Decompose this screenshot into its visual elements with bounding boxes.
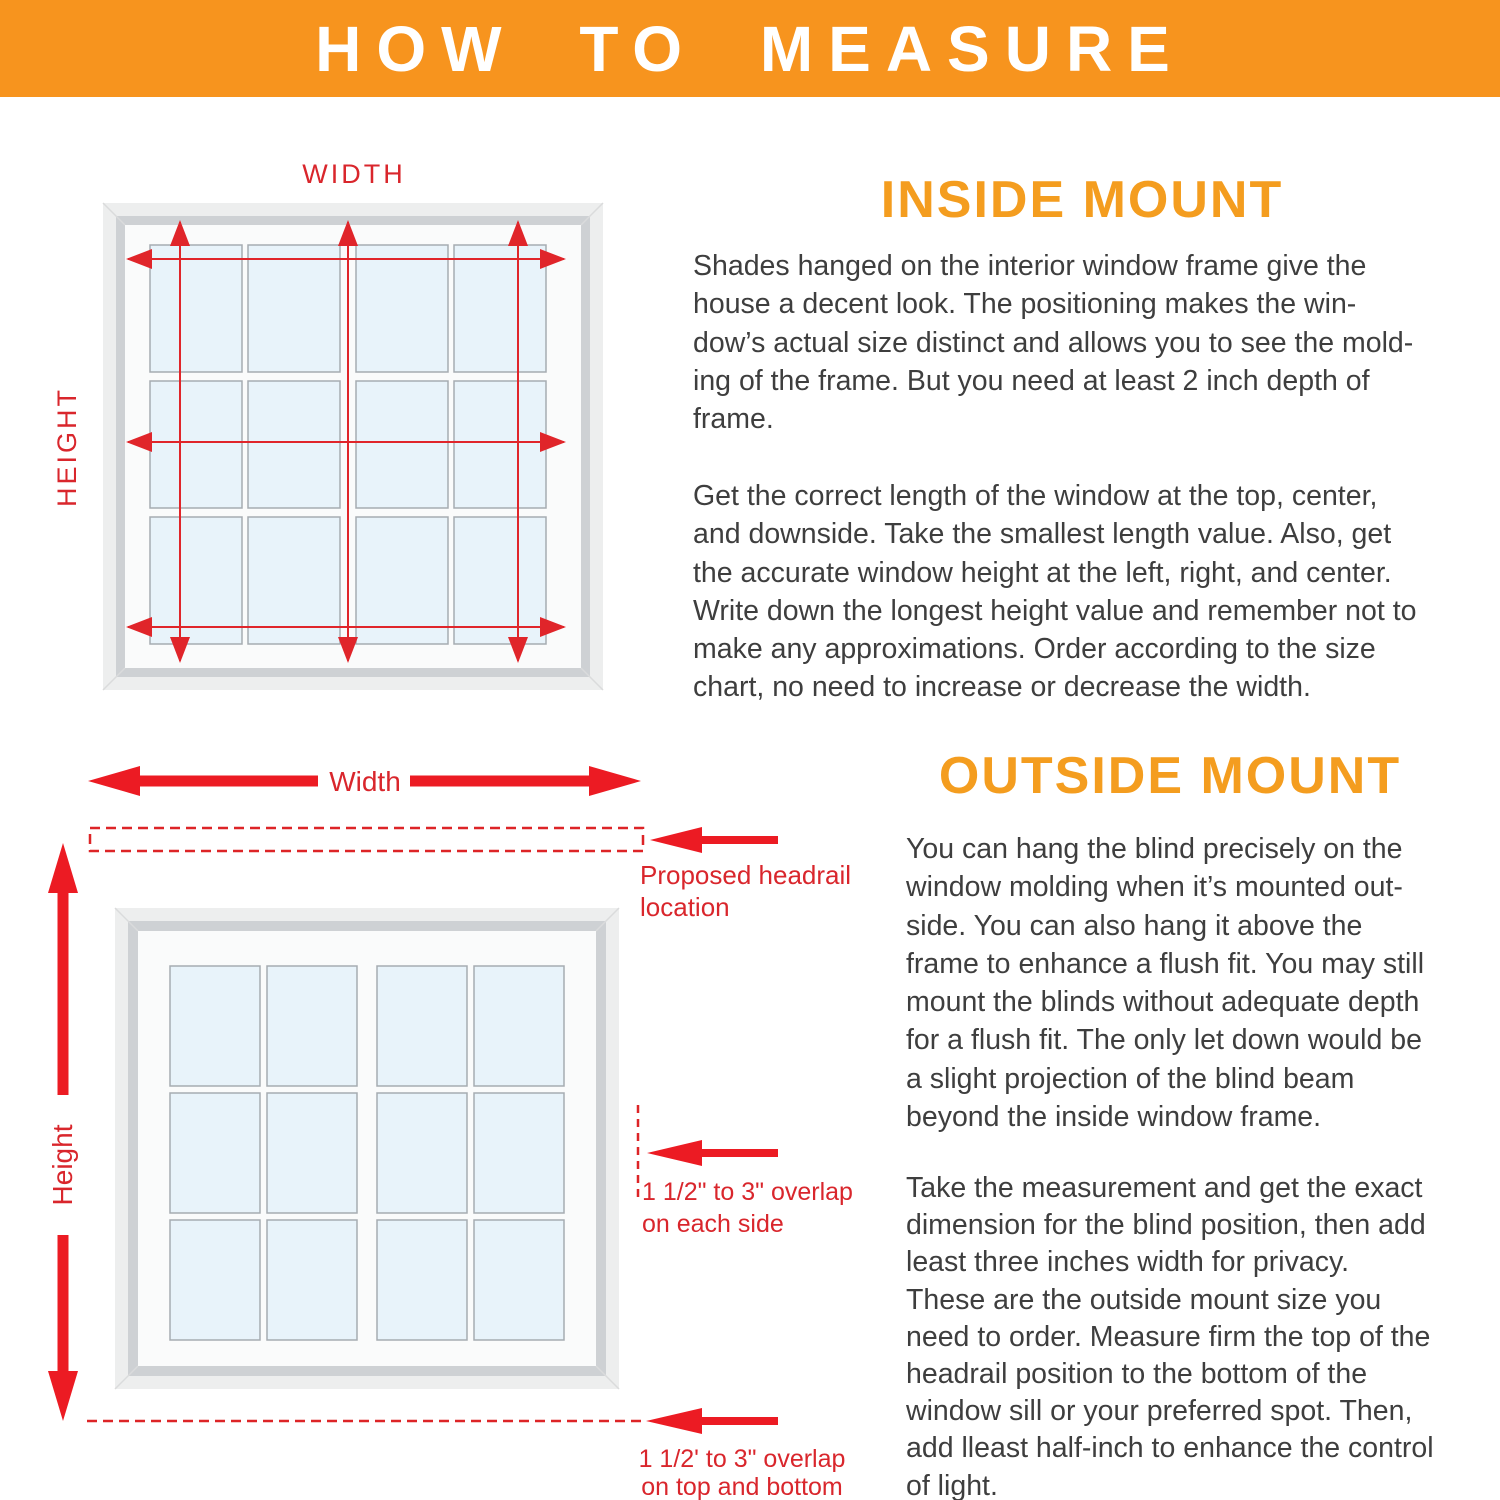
- bottom-overlap-label-line2: on top and bottom: [641, 1473, 843, 1500]
- height-label: Height: [47, 1124, 78, 1206]
- outside-mount-paragraph-2: Take the measurement and get the exact dimension for the blind position, then add least three inches width for privacy. These are the outside mount size you need to order. Measure firm the top of the headrail position to the bottom of the window sill or your preferred spot. Then, add lleast half-inch to enhance the control of light.: [906, 1172, 1434, 1500]
- outside-mount-heading: OUTSIDE MOUNT: [938, 747, 1402, 805]
- inside-mount-diagram: [40, 140, 620, 710]
- bottom-overlap-arrow: [646, 1408, 778, 1434]
- height-arrow: [47, 843, 78, 1421]
- headrail-label-line2: location: [640, 892, 730, 922]
- outside-mount-diagram: [30, 745, 870, 1500]
- side-overlap-arrow: [647, 1140, 778, 1166]
- page-title: HOW TO MEASURE: [315, 12, 1185, 85]
- headrail-pointer-arrow: [650, 827, 778, 853]
- headrail-label-line1: Proposed headrail: [640, 860, 852, 890]
- side-overlap-label-line2: on each side: [642, 1210, 784, 1238]
- side-overlap-label-line1: 1 1/2" to 3" overlap: [642, 1178, 853, 1206]
- width-label: WIDTH: [302, 159, 406, 189]
- inside-mount-heading: INSIDE MOUNT: [880, 171, 1284, 229]
- bottom-overlap-label-line1: 1 1/2' to 3" overlap: [638, 1445, 846, 1473]
- inside-mount-paragraph-1: Shades hanged on the interior window frame give the house a decent look. The positioning makes the win- dow’s actual size distinct and allows you to see the mold- ing of the frame. But you need at least 2 inch depth of frame.: [693, 250, 1414, 436]
- width-arrow: [88, 766, 641, 797]
- headrail-dashed-box: [90, 828, 643, 851]
- height-label: HEIGHT: [52, 386, 82, 508]
- inside-mount-paragraph-2: Get the correct length of the window at the top, center, and downside. Take the smallest length value. Also, get the accurate window height at the left, right, and center. Write down the longest height value and remember not to make any approximations. Order according to the size chart, no need to increase or decrease the width.: [693, 480, 1417, 704]
- outside-mount-paragraph-1: You can hang the blind precisely on the window molding when it’s mounted out- side. You can also hang it above the frame to enhance a flush fit. You may still mount the blinds without adequate depth for a flush fit. The only let down would be a slight projection of the blind beam beyond the inside window frame.: [906, 833, 1425, 1134]
- width-label: Width: [329, 766, 401, 797]
- header-banner: [0, 0, 1500, 97]
